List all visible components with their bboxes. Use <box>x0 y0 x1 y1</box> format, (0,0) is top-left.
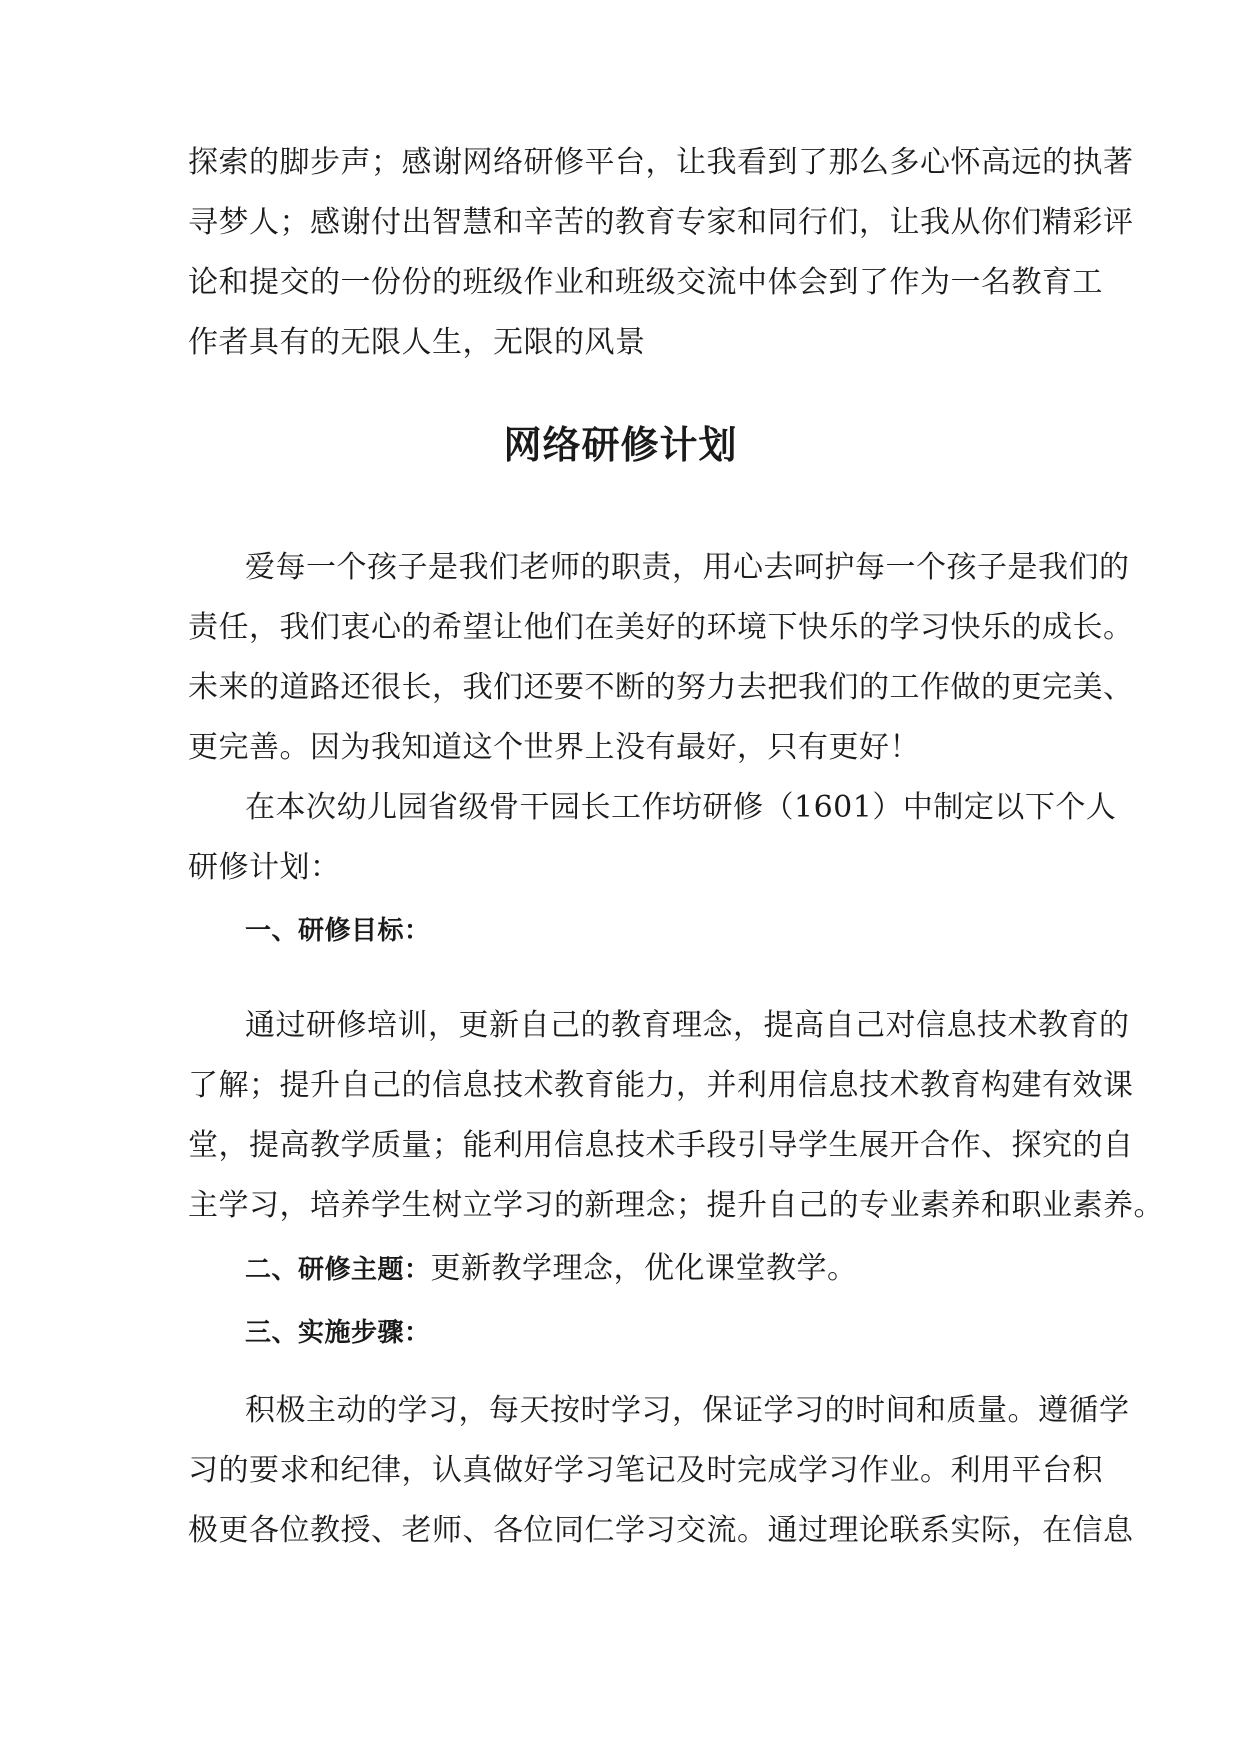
para2-line-1: 在本次幼儿园省级骨干园长工作坊研修（1601）中制定以下个人 <box>245 790 1117 825</box>
section3-line-2: 习的要求和纪律，认真做好学习笔记及时完成学习作业。利用平台积 <box>188 1453 1103 1488</box>
section1-line-3: 堂，提高教学质量；能利用信息技术手段引导学生展开合作、探究的自 <box>188 1128 1134 1163</box>
section1-heading: 一、研修目标： <box>245 916 431 946</box>
para1-line-4: 更完善。因为我知道这个世界上没有最好，只有更好！ <box>188 730 920 765</box>
section2-line <box>245 1249 858 1290</box>
para1-line-3: 未来的道路还很长，我们还要不断的努力去把我们的工作做的更完美、 <box>188 670 1134 705</box>
intro-line-3: 论和提交的一份份的班级作业和班级交流中体会到了作为一名教育工 <box>188 265 1103 300</box>
intro-line-1: 探索的脚步声；感谢网络研修平台，让我看到了那么多心怀高远的执著 <box>188 145 1134 180</box>
section3-line-1: 积极主动的学习，每天按时学习，保证学习的时间和质量。遵循学 <box>245 1393 1130 1428</box>
section3-heading: 三、实施步骤： <box>245 1318 431 1348</box>
intro-line-2: 寻梦人；感谢付出智慧和辛苦的教育专家和同行们，让我从你们精彩评 <box>188 205 1134 240</box>
page-title: 网络研修计划 <box>503 423 738 467</box>
section3-line-3: 极更各位教授、老师、各位同仁学习交流。通过理论联系实际，在信息 <box>188 1513 1134 1548</box>
section1-line-1: 通过研修培训，更新自己的教育理念，提高自己对信息技术教育的 <box>245 1008 1130 1043</box>
section1-line-2: 了解；提升自己的信息技术教育能力，并利用信息技术教育构建有效课 <box>188 1068 1134 1103</box>
intro-line-4: 作者具有的无限人生，无限的风景 <box>188 325 646 360</box>
para1-line-1: 爱每一个孩子是我们老师的职责，用心去呵护每一个孩子是我们的 <box>245 550 1130 585</box>
section2-heading: 二、研修主题： <box>245 1255 431 1285</box>
para2-line-2: 研修计划： <box>188 850 341 885</box>
section1-line-4: 主学习，培养学生树立学习的新理念；提升自己的专业素养和职业素养。 <box>188 1188 1164 1223</box>
section2-text: 更新教学理念，优化课堂教学。 <box>430 1251 858 1286</box>
para1-line-2: 责任，我们衷心的希望让他们在美好的环境下快乐的学习快乐的成长。 <box>188 610 1134 645</box>
